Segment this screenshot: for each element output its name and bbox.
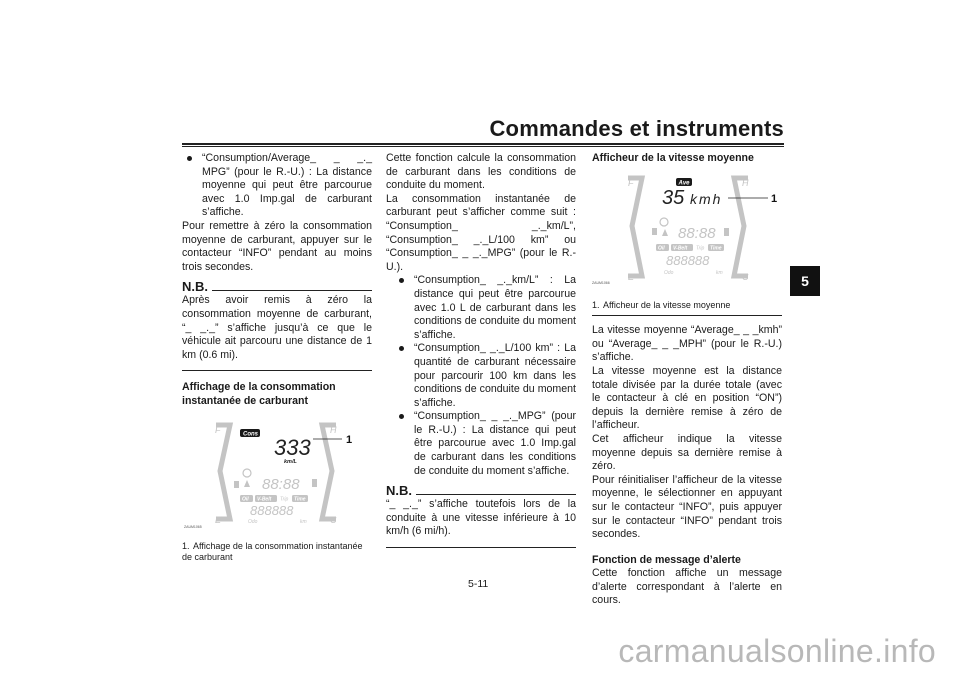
callout-number: 1 xyxy=(346,433,353,446)
consumption-value: 333 xyxy=(274,434,311,460)
callout-number: 1 xyxy=(771,192,778,205)
km-label: km xyxy=(300,518,307,525)
section-title-alert: Fonction de message d’alerte xyxy=(592,553,741,566)
odometer-display: 888888 xyxy=(666,252,710,268)
nb-label: N.B. xyxy=(386,483,412,499)
figure-caption-average-speed: 1. Afficheur de la vitesse moyenne xyxy=(592,300,731,311)
nb-end-rule xyxy=(182,370,372,371)
trip-label: Trip xyxy=(280,496,289,502)
column-3 xyxy=(592,152,782,608)
time-label: Time xyxy=(710,245,722,252)
nb-end-rule xyxy=(386,547,576,548)
caption-rule xyxy=(592,315,782,316)
km-label: km xyxy=(716,269,723,276)
nb-label: N.B. xyxy=(182,279,208,295)
bullet-kml: “Consumption_ _._km/L” : La distance qui peut être parcourue avec 1.0 L de carburant dans les conditions de conduite du moment s’affiche. xyxy=(394,274,576,342)
bullet-dot-icon xyxy=(399,278,404,283)
trip-label: Trip xyxy=(696,245,705,252)
fuel-icon xyxy=(652,228,657,235)
time-label: Time xyxy=(294,496,306,502)
figure-code: ZAUM1066 xyxy=(592,280,610,285)
average-speed-para-1: La vitesse moyenne “Average_ _ _kmh” ou “Average_ _ _MPH” (pour le R.-U.) s’affiche. xyxy=(592,324,782,364)
average-speed-para-4: Pour réinitialiser l’afficheur de la vitesse moyenne, le sélectionner en appuyant sur le contacteur “INFO”, puis appuyer sur le contacteur “INFO” pendant trois secondes. xyxy=(592,473,782,541)
modes-paragraph: La consommation instantanée de carburant peut s’afficher comme suit : “Consumption_ _._km/L”, “Consumption_ _._L/100 km” ou “Consumption_ _ _._MPG” (pour le R.-U.). xyxy=(386,192,576,273)
letter-f: F xyxy=(215,424,221,435)
oil-label: Oil xyxy=(242,496,249,502)
letter-h: H xyxy=(742,177,749,188)
letter-h: H xyxy=(330,424,337,435)
letter-e: E xyxy=(628,271,635,282)
average-speed-para-3: Cet afficheur indique la vitesse moyenne depuis sa dernière remise à zéro. xyxy=(592,432,782,473)
page-number: 5-11 xyxy=(468,578,489,590)
fuel-icon xyxy=(234,481,239,488)
bullet-dot-icon xyxy=(399,414,404,419)
thermometer-icon xyxy=(724,228,729,236)
vbelt-label: V-Belt xyxy=(257,496,272,502)
fuel-gauge-bars xyxy=(628,178,642,276)
column-1 xyxy=(182,152,372,563)
letter-f: F xyxy=(628,177,634,188)
vbelt-label: V-Belt xyxy=(673,245,688,252)
bullet-dot-icon xyxy=(187,156,192,161)
clock-display: 88:88 xyxy=(262,475,300,493)
thermometer-icon xyxy=(312,479,317,487)
nb-header xyxy=(182,280,372,294)
figure-caption-consumption: 1. Affichage de la consommation instantanée de carburant xyxy=(182,541,363,563)
lcd-consumption-illustration xyxy=(182,415,372,533)
average-speed-para-2: La vitesse moyenne est la distance totale divisée par la durée totale (avec le contacteur à clé en position “ON”) depuis la dernière remise à zéro de l’afficheur. xyxy=(592,364,782,432)
lcd-average-speed-illustration xyxy=(592,172,782,292)
chapter-tab: 5 xyxy=(790,266,820,296)
bullet-mpg: “Consumption/Average_ _ _._ MPG” (pour le R.-U.) : La distance moyenne qui peut être parcourue avec 1.0 Imp.gal de carburant s’affiche. xyxy=(182,152,372,220)
figure-consumption-display xyxy=(182,415,372,538)
intro-paragraph: Cette fonction calcule la consommation de carburant dans les conditions de conduite du moment. xyxy=(386,152,576,192)
section-title-average-speed: Afficheur de la vitesse moyenne xyxy=(592,152,754,164)
ave-badge-text: Ave xyxy=(678,180,690,187)
letter-c: C xyxy=(742,271,749,282)
header-rule-top xyxy=(182,143,784,145)
page-header-title: Commandes et instruments xyxy=(489,116,784,141)
average-speed-value: 35 xyxy=(662,186,685,209)
warning-icon xyxy=(662,229,668,236)
odo-label: Odo xyxy=(664,269,674,276)
figure-code: ZAUM1065 xyxy=(184,524,202,529)
nb-text: “_ _._” s’affiche toutefois lors de la conduite à une vitesse inférieure à 10 km/h (6 mi/h). xyxy=(386,498,576,538)
letter-e: E xyxy=(215,514,222,525)
nb-header xyxy=(386,484,576,498)
temp-gauge-bars xyxy=(734,178,748,276)
bullet-dot-icon xyxy=(399,346,404,351)
clock-display: 88:88 xyxy=(678,224,716,242)
consumption-unit: km/L xyxy=(284,458,297,465)
bullet-l100: “Consumption_ _._L/100 km” : La quantité de carburant nécessaire pour parcourir 100 km dans les conditions de conduite du moment s’affiche. xyxy=(394,342,576,410)
alert-paragraph: Cette fonction affiche un message d’alerte correspondant à l’alerte en cours. xyxy=(592,567,782,607)
oil-label: Oil xyxy=(658,245,665,252)
cons-badge-text: Cons xyxy=(243,431,258,437)
section-title-consumption: Affichage de la consommation instantanée de carburant xyxy=(182,381,336,407)
letter-c: C xyxy=(330,514,337,525)
average-speed-unit: kmh xyxy=(690,190,723,207)
nb-text: Après avoir remis à zéro la consommation moyenne de carburant, “_ _._” s’affiche jusqu’à ce que le véhicule ait parcouru une distance de 1 km (0.6 mi). xyxy=(182,294,372,361)
column-2 xyxy=(386,152,576,558)
bullet-mpg-uk: “Consumption_ _ _._MPG” (pour le R.-U.) : La distance qui peut être parcourue avec 1.0 Imp.gal de carburant dans les conditions de conduite du moment s’affiche. xyxy=(394,410,576,478)
odometer-display: 888888 xyxy=(250,502,294,518)
watermark: carmanualsonline.info xyxy=(618,633,936,669)
figure-average-speed-display xyxy=(592,172,782,297)
reset-paragraph: Pour remettre à zéro la consommation moyenne de carburant, appuyer sur le contacteur “INFO” pendant au moins trois secondes. xyxy=(182,219,372,273)
clock-icon xyxy=(660,218,668,226)
odo-label: Odo xyxy=(248,518,258,525)
header-rule-bottom xyxy=(182,146,784,147)
